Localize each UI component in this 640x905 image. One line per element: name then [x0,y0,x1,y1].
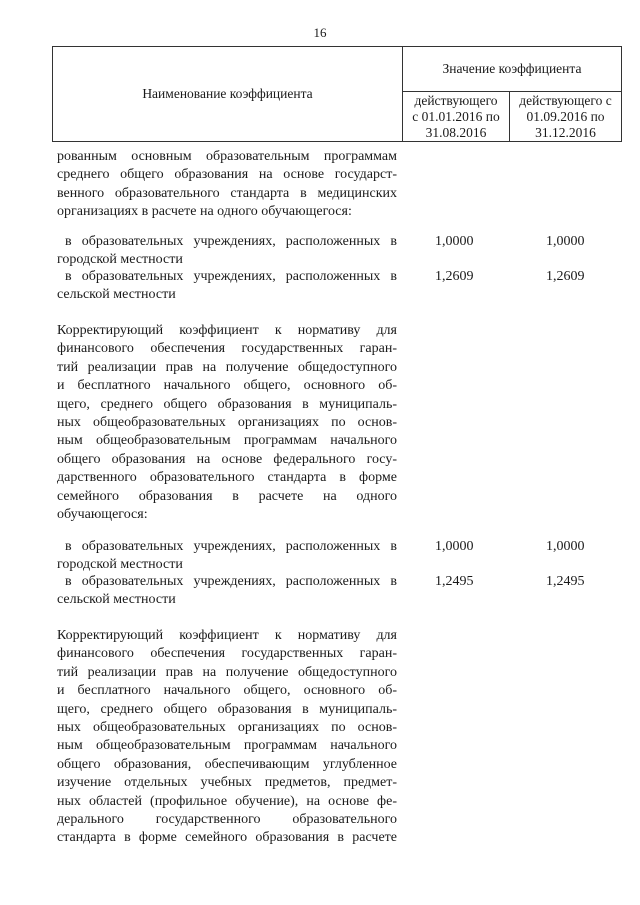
period2-line: 01.09.2016 по [526,108,605,124]
row-label: в образовательных учреждениях, расположенных в [65,269,397,284]
period1-line: 31.08.2016 [425,124,487,140]
row-label: сельской местности [57,591,176,607]
text-line: общего образования на основе федерального госу- [57,451,397,467]
table-header [52,46,622,142]
text-line: ных общеобразовательных организациях по основ- [57,720,397,736]
text-line: финансового обеспечения государственных гаран- [57,341,397,357]
block3-text [57,627,397,848]
text-line: щего, среднего общего образования в муниципаль- [57,701,397,717]
period1-line: действующего [414,92,498,108]
text-line: и бесплатного начального общего, основного об- [57,378,397,394]
value-period2: 1,0000 [546,539,585,554]
text-line: тий реализации прав на получение общедоступного [57,664,397,680]
text-line: среднего общего образования на основе государст- [57,167,397,183]
page-number: 16 [313,25,327,40]
value-period1: 1,2609 [435,269,474,284]
text-line: дарственного образовательного стандарта в форме [57,470,397,486]
text-line: и бесплатного начального общего, основного об- [57,683,397,699]
block2-text [57,322,397,524]
coefficient-name-header: Наименование коэффициента [53,47,403,141]
text-line: Корректирующий коэффициент к нормативу для [57,323,397,338]
text-line: обучающегося: [57,507,148,523]
coefficient-value-header: Значение коэффициента [403,47,621,92]
text-line: общего образования, обеспечивающим углубленное [57,756,397,772]
value-period1: 1,2495 [435,574,474,589]
text-line: тий реализации прав на получение общедоступного [57,359,397,375]
text-line: организациях в расчете на одного обучающегося: [57,204,352,220]
text-line: ным общеобразовательным программам начального [57,738,397,754]
block1-text [57,148,397,222]
text-line: финансового обеспечения государственных гаран- [57,646,397,662]
value-period2: 1,0000 [546,234,585,249]
text-line: ным общеобразовательным программам начального [57,433,397,449]
text-line: венного образовательного стандарта в медицинских [57,185,397,201]
value-period1: 1,0000 [435,234,474,249]
period2-header [510,92,621,141]
row-label: в образовательных учреждениях, расположенных в [65,574,397,589]
text-line: стандарта в форме семейного образования в расчете [57,830,397,846]
text-line: ных общеобразовательных организациях по основ- [57,415,397,431]
row-label: городской местности [57,251,183,267]
period1-header [403,92,510,141]
value-period2: 1,2609 [546,269,585,284]
row-label: в образовательных учреждениях, расположенных в [65,234,397,249]
row-label: сельской местности [57,286,176,302]
row-label: в образовательных учреждениях, расположенных в [65,539,397,554]
text-line: семейного образования в расчете на одного [57,488,397,504]
text-line: ных областей (профильное обучение), на основе фе- [57,793,397,809]
text-line: щего, среднего общего образования в муниципаль- [57,396,397,412]
period2-line: 31.12.2016 [535,124,596,140]
text-line: дерального государственного образовательного [57,812,397,828]
period1-line: с 01.01.2016 по [412,108,500,124]
text-line: Корректирующий коэффициент к нормативу для [57,628,397,643]
text-line: изучение отдельных учебных предметов, предмет- [57,775,397,791]
value-period2: 1,2495 [546,574,585,589]
text-line: рованным основным образовательным программам [57,149,397,164]
value-period1: 1,0000 [435,539,474,554]
row-label: городской местности [57,556,183,572]
period2-line: действующего с [519,92,612,108]
